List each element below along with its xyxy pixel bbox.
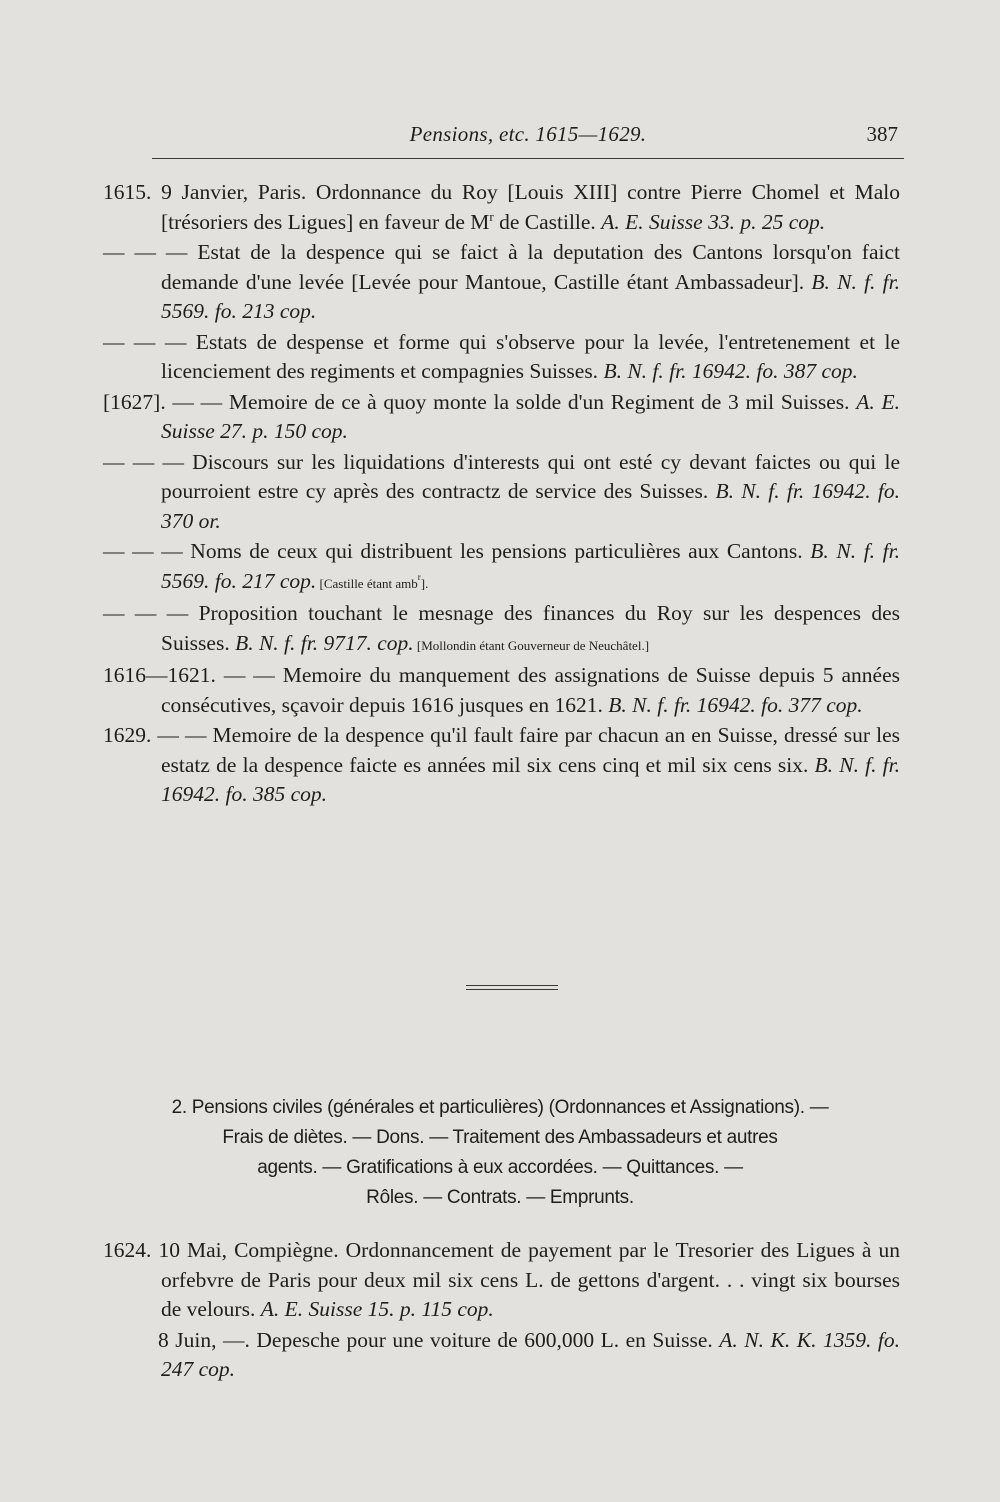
entries-list-section-2 xyxy=(103,1236,900,1386)
entry-discours: — — — Discours sur les liquidations d'interests qui ont esté cy devant faictes ou qui le pourroient estre cy après des contractz de service des Suisses. B. N. f. fr. 16942. fo. 370 or. xyxy=(103,449,900,533)
bracket-note: [Castille étant amb xyxy=(316,575,418,591)
archive-reference: A. N. K. K. 1359. fo. 247 cop. xyxy=(161,1327,900,1381)
archive-reference: A. E. Suisse 27. p. 150 cop. xyxy=(161,389,900,443)
archive-reference: B. N. f. fr. 5569. fo. 217 cop. xyxy=(161,539,900,593)
bracket-note: [Mollondin étant Gouverneur de Neuchâtel.] xyxy=(413,637,650,653)
entry-noms: — — — Noms de ceux qui distribuent les pensions particulières aux Cantons. B. N. f. fr. 5569. fo. 217 cop. [Castille étant amb$^r$]. xyxy=(103,539,900,593)
entry-1624: 1624. 10 Mai, Compiègne. Ordonnancement de payement par le Tresorier des Ligues à un orfebvre de Paris pour deux mil six cens L. de gettons d'argent. . . vingt six bourses de velours. A. E. Suisse 15. p. 115 cop. xyxy=(103,1238,900,1321)
archive-reference: B. N. f. fr. 16942. fo. 377 cop. xyxy=(608,692,863,717)
archive-reference: A. E. Suisse 15. p. 115 cop. xyxy=(260,1297,494,1321)
entry-estats-despense: — — — Estats de despense et forme qui s'observe pour la levée, l'entretenement et le licenciement des regiments et compagnies Suisses. B. N. f. fr. 16942. fo. 387 cop. xyxy=(103,329,900,383)
archive-reference: B. N. f. fr. 16942. fo. 370 or. xyxy=(161,479,900,533)
entry-estat-despence: — — — Estat de la despence qui se faict à la deputation des Cantons lorsqu'on faict demande d'une levée [Levée pour Mantoue, Castille étant Ambassadeur]. B. N. f. fr. 5569. fo. 213 cop. xyxy=(103,240,900,323)
entry-1627: [1627]. — — Memoire de ce à quoy monte la solde d'un Regiment de 3 mil Suisses. A. E. Suisse 27. p. 150 cop. xyxy=(103,389,900,443)
section-separator xyxy=(466,985,558,993)
section-heading: 2. Pensions civiles (générales et particulières) (Ordonnances et Assignations). — Frais de diètes. — Dons. — Traitement des Ambassadeurs et autres agents. — Gratifications à eux accordées. — Quittances. — Rôles. — Contrats. — Emprunts. xyxy=(171,1097,829,1208)
archive-reference: B. N. f. fr. 16942. fo. 385 cop. xyxy=(161,752,901,806)
entry-8-juin: 8 Juin, —. Depesche pour une voiture de 600,000 L. en Suisse. A. N. K. K. 1359. fo. 247 cop. xyxy=(158,1327,900,1381)
entry-proposition: — — — Proposition touchant le mesnage des finances du Roy sur les despences des Suisses. B. N. f. fr. 9717. cop. [Mollondin étant Gouverneur de Neuchâtel.] xyxy=(103,601,900,655)
entry-1629: 1629. — — Memoire de la despence qu'il fault faire par chacun an en Suisse, dressé sur les estatz de la despence faicte es années mil six cens cinq et mil six cens six. B. N. f. fr. 16942. fo. 385 cop. xyxy=(103,723,901,806)
archive-reference: B. N. f. fr. 9717. cop. xyxy=(235,630,414,655)
entry-1615: 1615. 9 Janvier, Paris. Ordonnance du Roy [Louis XIII] contre Pierre Chomel et Malo [trésoriers des Ligues] en faveur de $M^r$ de Castille. A. E. Suisse 33. p. 25 cop. xyxy=(103,180,900,234)
running-head xyxy=(152,122,904,159)
archive-reference: A. E. Suisse 33. p. 25 cop. xyxy=(601,209,826,234)
entries-list xyxy=(103,178,900,811)
archive-reference: B. N. f. fr. 5569. fo. 213 cop. xyxy=(161,269,900,323)
entry-1616-1621: 1616—1621. — — Memoire du manquement des assignations de Suisse depuis 5 années consécutives, sçavoir depuis 1616 jusques en 1621. B. N. f. fr. 16942. fo. 377 cop. xyxy=(103,663,900,717)
archive-reference: B. N. f. fr. 16942. fo. 387 cop. xyxy=(603,359,858,383)
running-title: Pensions, etc. 1615—1629. xyxy=(409,122,647,146)
page-number: 387 xyxy=(866,122,898,146)
